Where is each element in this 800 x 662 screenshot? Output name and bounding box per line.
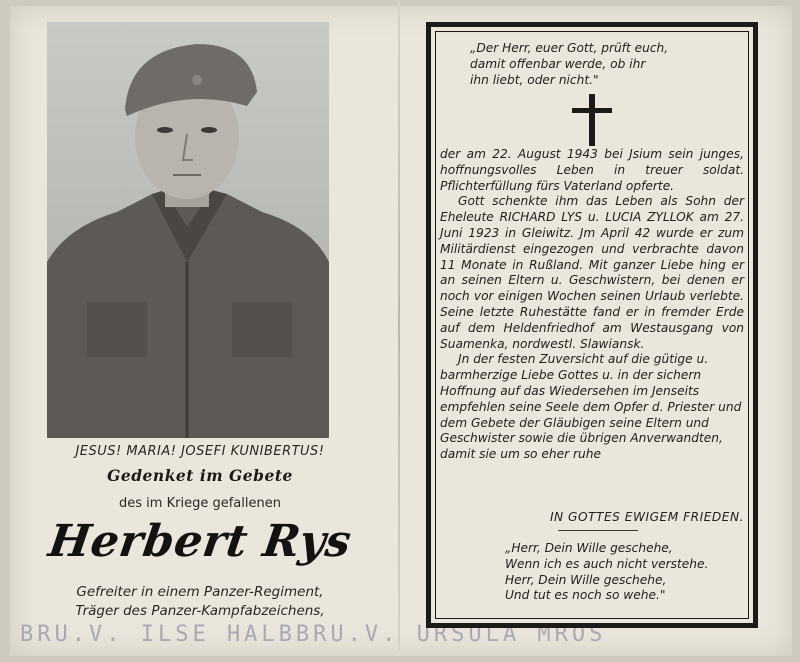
obituary-text — [440, 147, 744, 463]
closing-quote-line: Wenn ich es auch nicht verstehe. — [505, 556, 709, 571]
invocation-line: JESUS! MARIA! JOSEFI KUNIBERTUS! — [75, 444, 325, 459]
divider-line — [558, 530, 638, 531]
gedenket-heading: Gedenket im Gebete — [107, 466, 293, 485]
obituary-paragraph-3: Jn der festen Zuversicht auf die gütige u. barmherzige Liebe Gottes u. in der sichern Hoffnung auf das Wiedersehen im Jenseits empfehlen seine Seele dem Opfer d. Priester und dem Gebete der Gläubigen seine Eltern und Geschwister sowie die übrigen Anverwandten, damit sie um so eher ruhe — [440, 352, 742, 462]
deceased-name: Herbert Rys — [45, 516, 355, 567]
portrait-silhouette — [47, 22, 329, 438]
cross-icon — [572, 94, 612, 146]
opening-quote-line: ihn liebt, oder nicht." — [470, 72, 599, 87]
opening-quote-line: damit offenbar werde, ob ihr — [470, 56, 646, 71]
opening-quote — [470, 41, 760, 88]
handwritten-note: BRU.V. ILSE HALBBRU.V. URSULA MROS — [20, 622, 607, 647]
closing-quote-line: Herr, Dein Wille geschehe, — [505, 572, 667, 587]
closing-caps-line: IN GOTTES EWIGEM FRIEDEN. — [549, 510, 744, 524]
fallen-subtitle: des im Kriege gefallenen — [119, 496, 281, 511]
rank-line-2: Träger des Panzer-Kampfabzeichens, — [75, 603, 325, 619]
soldier-portrait-photo — [47, 22, 329, 438]
card-fold — [398, 0, 400, 650]
closing-quote-line: „Herr, Dein Wille geschehe, — [505, 541, 673, 555]
closing-quote-line: Und tut es noch so wehe." — [505, 588, 666, 603]
rank-line-1: Gefreiter in einem Panzer-Regiment, — [76, 584, 324, 600]
obituary-paragraph-2: Gott schenkte ihm das Leben als Sohn der Eheleute RICHARD LYS u. LUCIA ZYLLOK am 27. Juni 1923 in Gleiwitz. Jm April 42 wurde er zum Militärdienst eingezogen und verbrachte davon 11 Monate in Rußland. Mit ganzer Liebe hing er an seinen Eltern u. Geschwistern, bei denen er noch vor einigen Wochen seinen Urlaub verlebte. Seine letzte Ruhestätte fand er in fremder Erde auf dem Heldenfriedhof am Westausgang von Suamenka, nordwestl. Slawiansk. — [440, 194, 744, 351]
obituary-paragraph-1: der am 22. August 1943 bei Jsium sein junges, hoffnungsvolles Leben in treuer soldat. Pflichterfüllung fürs Vaterland opferte. — [440, 147, 744, 193]
closing-quote — [505, 541, 755, 604]
opening-quote-line: „Der Herr, euer Gott, prüft euch, — [470, 41, 669, 55]
